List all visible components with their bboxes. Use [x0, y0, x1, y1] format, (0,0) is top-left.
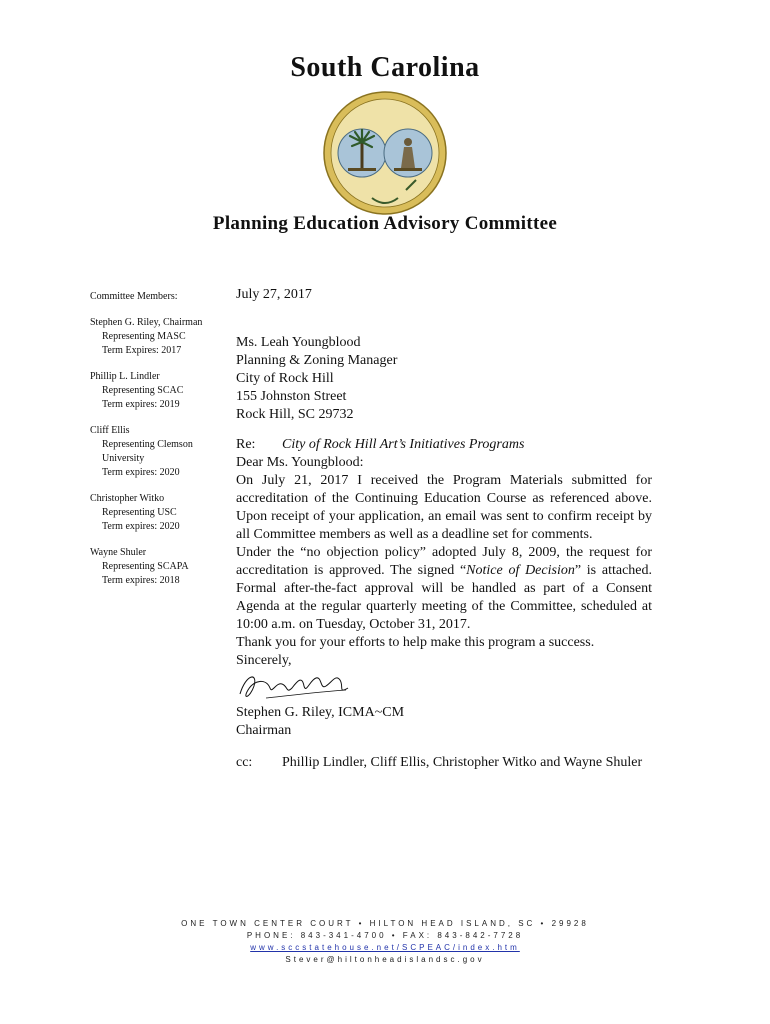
committee-title: Planning Education Advisory Committee: [212, 213, 558, 234]
re-subject: City of Rock Hill Art’s Initiatives Programs: [282, 437, 525, 452]
subject-line: [236, 436, 652, 454]
member-representing: Representing MASC: [102, 331, 186, 342]
member-term: Term expires: 2020: [102, 467, 180, 478]
member-representing: Representing SCAPA: [102, 561, 189, 572]
address-line: Planning & Zoning Manager: [236, 353, 398, 368]
signature-icon: [236, 668, 356, 704]
address-line: City of Rock Hill: [236, 371, 334, 386]
salutation: Dear Ms. Youngblood:: [236, 455, 364, 470]
footer: [0, 918, 770, 966]
letter-body: [236, 286, 652, 772]
address-line: 155 Johnston Street: [236, 389, 347, 404]
state-title: South Carolina: [290, 52, 480, 83]
paragraph-1: On July 21, 2017 I received the Program Materials submitted for accreditation of the Continuing Education Course as referenced above. Upon receipt of your application, an email was sent to confirm receipt by all Committee members as well as a deadline set for comments.: [236, 473, 652, 542]
member-term: Term expires: 2019: [102, 399, 180, 410]
member-item: [90, 492, 230, 534]
letter-date: July 27, 2017: [236, 287, 312, 302]
member-term: Term expires: 2020: [102, 521, 180, 532]
paragraph-2-part-a: Under the “no objection policy” adopted July 8, 2009, the request for accreditation is approved. The signed “: [236, 545, 652, 578]
paragraph-2: [236, 544, 652, 634]
committee-members-label: Committee Members:: [90, 291, 178, 302]
signer-name: Stephen G. Riley, ICMA~CM: [236, 705, 405, 720]
member-representing-cont: University: [102, 453, 145, 464]
member-representing: Representing USC: [102, 507, 177, 518]
member-representing: Representing Clemson: [102, 439, 193, 450]
member-representing: Representing SCAC: [102, 385, 184, 396]
paragraph-3: Thank you for your efforts to help make this program a success.: [236, 635, 595, 650]
paragraph-2-part-b: ” is attached. Formal after-the-fact approval will be handled as part of a Consent Agenda at the regular quarterly meeting of the Committee, scheduled at 10:00 a.m. on Tuesday, October 31, 2017.: [236, 563, 652, 632]
cc-list: Phillip Lindler, Cliff Ellis, Christopher Witko and Wayne Shuler: [282, 755, 643, 770]
member-item: [90, 424, 230, 480]
member-name: Christopher Witko: [90, 493, 165, 504]
member-item: [90, 316, 230, 358]
member-item: [90, 546, 230, 588]
member-name: Stephen G. Riley, Chairman: [90, 317, 203, 328]
cc-line: [236, 754, 652, 772]
signer-title: Chairman: [236, 723, 292, 738]
committee-members-sidebar: [90, 290, 230, 600]
member-name: Cliff Ellis: [90, 425, 130, 436]
member-term: Term expires: 2018: [102, 575, 180, 586]
re-label: Re:: [236, 437, 256, 452]
cc-label: cc:: [236, 755, 253, 770]
footer-email[interactable]: Stever@hiltonheadislandsc.gov: [285, 955, 485, 964]
address-line: Rock Hill, SC 29732: [236, 407, 354, 422]
member-name: Phillip L. Lindler: [90, 371, 160, 382]
state-seal-icon: [322, 90, 448, 216]
address-line: Ms. Leah Youngblood: [236, 335, 361, 350]
footer-phone: PHONE: 843-341-4700 • FAX: 843-842-7728: [246, 931, 524, 940]
member-item: [90, 370, 230, 412]
notice-of-decision-text: Notice of Decision: [466, 563, 575, 578]
footer-website-link[interactable]: www.sccstatehouse.net/SCPEAC/index.htm: [250, 943, 520, 952]
member-name: Wayne Shuler: [90, 547, 147, 558]
member-term: Term Expires: 2017: [102, 345, 182, 356]
footer-address: ONE TOWN CENTER COURT • HILTON HEAD ISLAND, SC • 29928: [181, 919, 589, 928]
closing: Sincerely,: [236, 653, 292, 668]
recipient-address: [236, 334, 652, 424]
